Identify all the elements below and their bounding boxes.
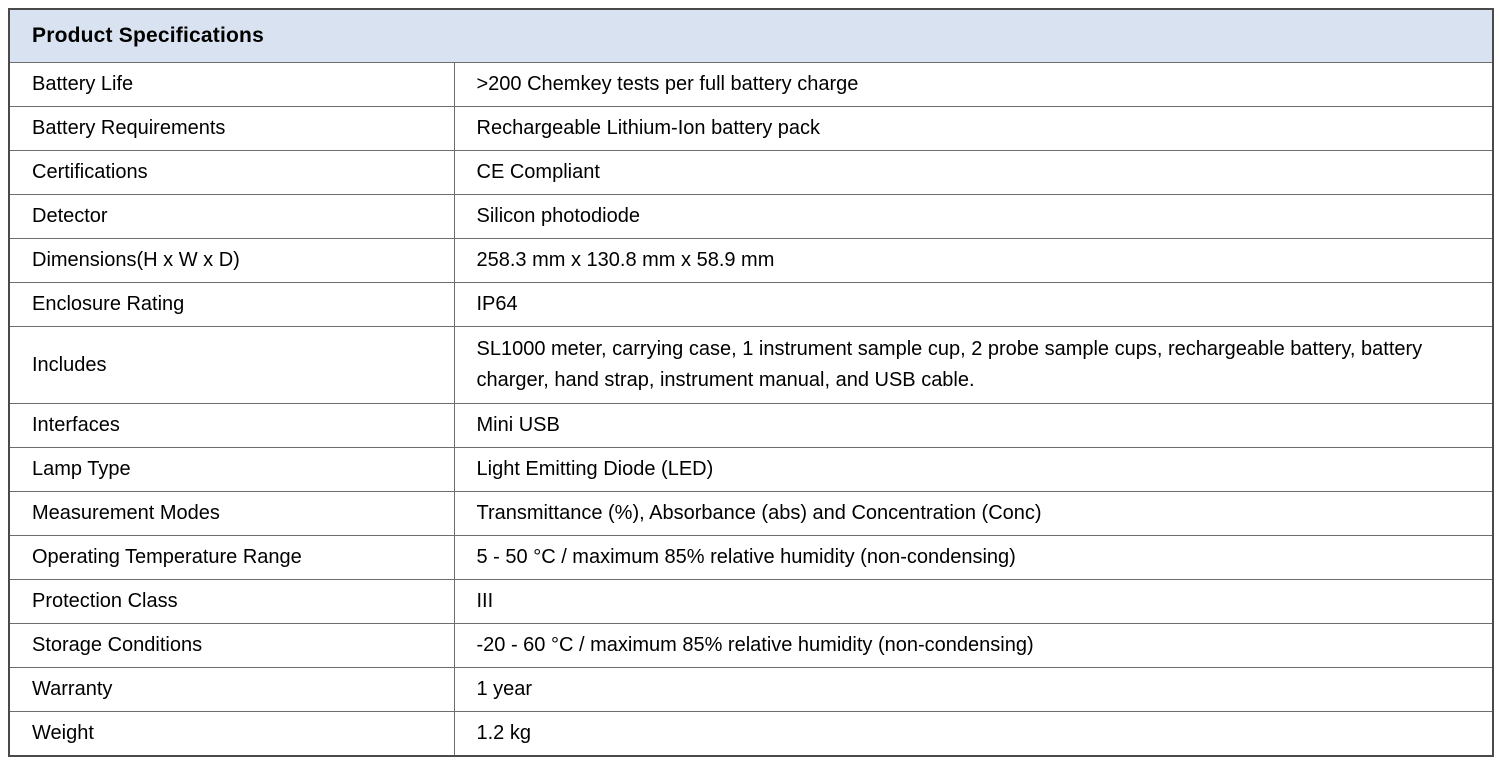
- spec-value-cell: 1 year: [454, 668, 1493, 712]
- spec-label-cell: Measurement Modes: [9, 492, 454, 536]
- spec-label-cell: Enclosure Rating: [9, 283, 454, 327]
- spec-label-cell: Detector: [9, 195, 454, 239]
- table-row: [9, 283, 1493, 327]
- spec-label-cell: Protection Class: [9, 580, 454, 624]
- table-row: [9, 239, 1493, 283]
- table-row: [9, 107, 1493, 151]
- spec-label-cell: Lamp Type: [9, 448, 454, 492]
- product-specifications-table: [8, 8, 1494, 757]
- spec-label-cell: Warranty: [9, 668, 454, 712]
- spec-label-cell: Storage Conditions: [9, 624, 454, 668]
- table-title: Product Specifications: [9, 9, 1493, 63]
- table-row: [9, 63, 1493, 107]
- spec-label-cell: Battery Life: [9, 63, 454, 107]
- table-row: [9, 448, 1493, 492]
- spec-value-cell: IP64: [454, 283, 1493, 327]
- spec-value-cell: SL1000 meter, carrying case, 1 instrument sample cup, 2 probe sample cups, rechargeable battery, battery charger, hand strap, instrument manual, and USB cable.: [454, 327, 1493, 404]
- spec-value-cell: >200 Chemkey tests per full battery charge: [454, 63, 1493, 107]
- spec-value-cell: Light Emitting Diode (LED): [454, 448, 1493, 492]
- spec-value-cell: Silicon photodiode: [454, 195, 1493, 239]
- table-row: [9, 668, 1493, 712]
- spec-value-cell: 5 - 50 °C / maximum 85% relative humidity (non-condensing): [454, 536, 1493, 580]
- table-header-row: [9, 9, 1493, 63]
- spec-label-cell: Certifications: [9, 151, 454, 195]
- table-row: [9, 151, 1493, 195]
- spec-value-cell: -20 - 60 °C / maximum 85% relative humidity (non-condensing): [454, 624, 1493, 668]
- table-row: [9, 327, 1493, 404]
- spec-label-cell: Interfaces: [9, 404, 454, 448]
- spec-label-cell: Battery Requirements: [9, 107, 454, 151]
- table-row: [9, 624, 1493, 668]
- spec-label-cell: Weight: [9, 712, 454, 757]
- spec-label-cell: Includes: [9, 327, 454, 404]
- table-row: [9, 712, 1493, 757]
- spec-label-cell: Operating Temperature Range: [9, 536, 454, 580]
- spec-value-cell: Rechargeable Lithium-Ion battery pack: [454, 107, 1493, 151]
- table-row: [9, 492, 1493, 536]
- spec-value-cell: 258.3 mm x 130.8 mm x 58.9 mm: [454, 239, 1493, 283]
- spec-value-cell: III: [454, 580, 1493, 624]
- table-row: [9, 404, 1493, 448]
- spec-value-cell: 1.2 kg: [454, 712, 1493, 757]
- table-row: [9, 195, 1493, 239]
- spec-value-cell: CE Compliant: [454, 151, 1493, 195]
- spec-value-cell: Transmittance (%), Absorbance (abs) and Concentration (Conc): [454, 492, 1493, 536]
- table-row: [9, 536, 1493, 580]
- spec-value-cell: Mini USB: [454, 404, 1493, 448]
- table-row: [9, 580, 1493, 624]
- spec-label-cell: Dimensions(H x W x D): [9, 239, 454, 283]
